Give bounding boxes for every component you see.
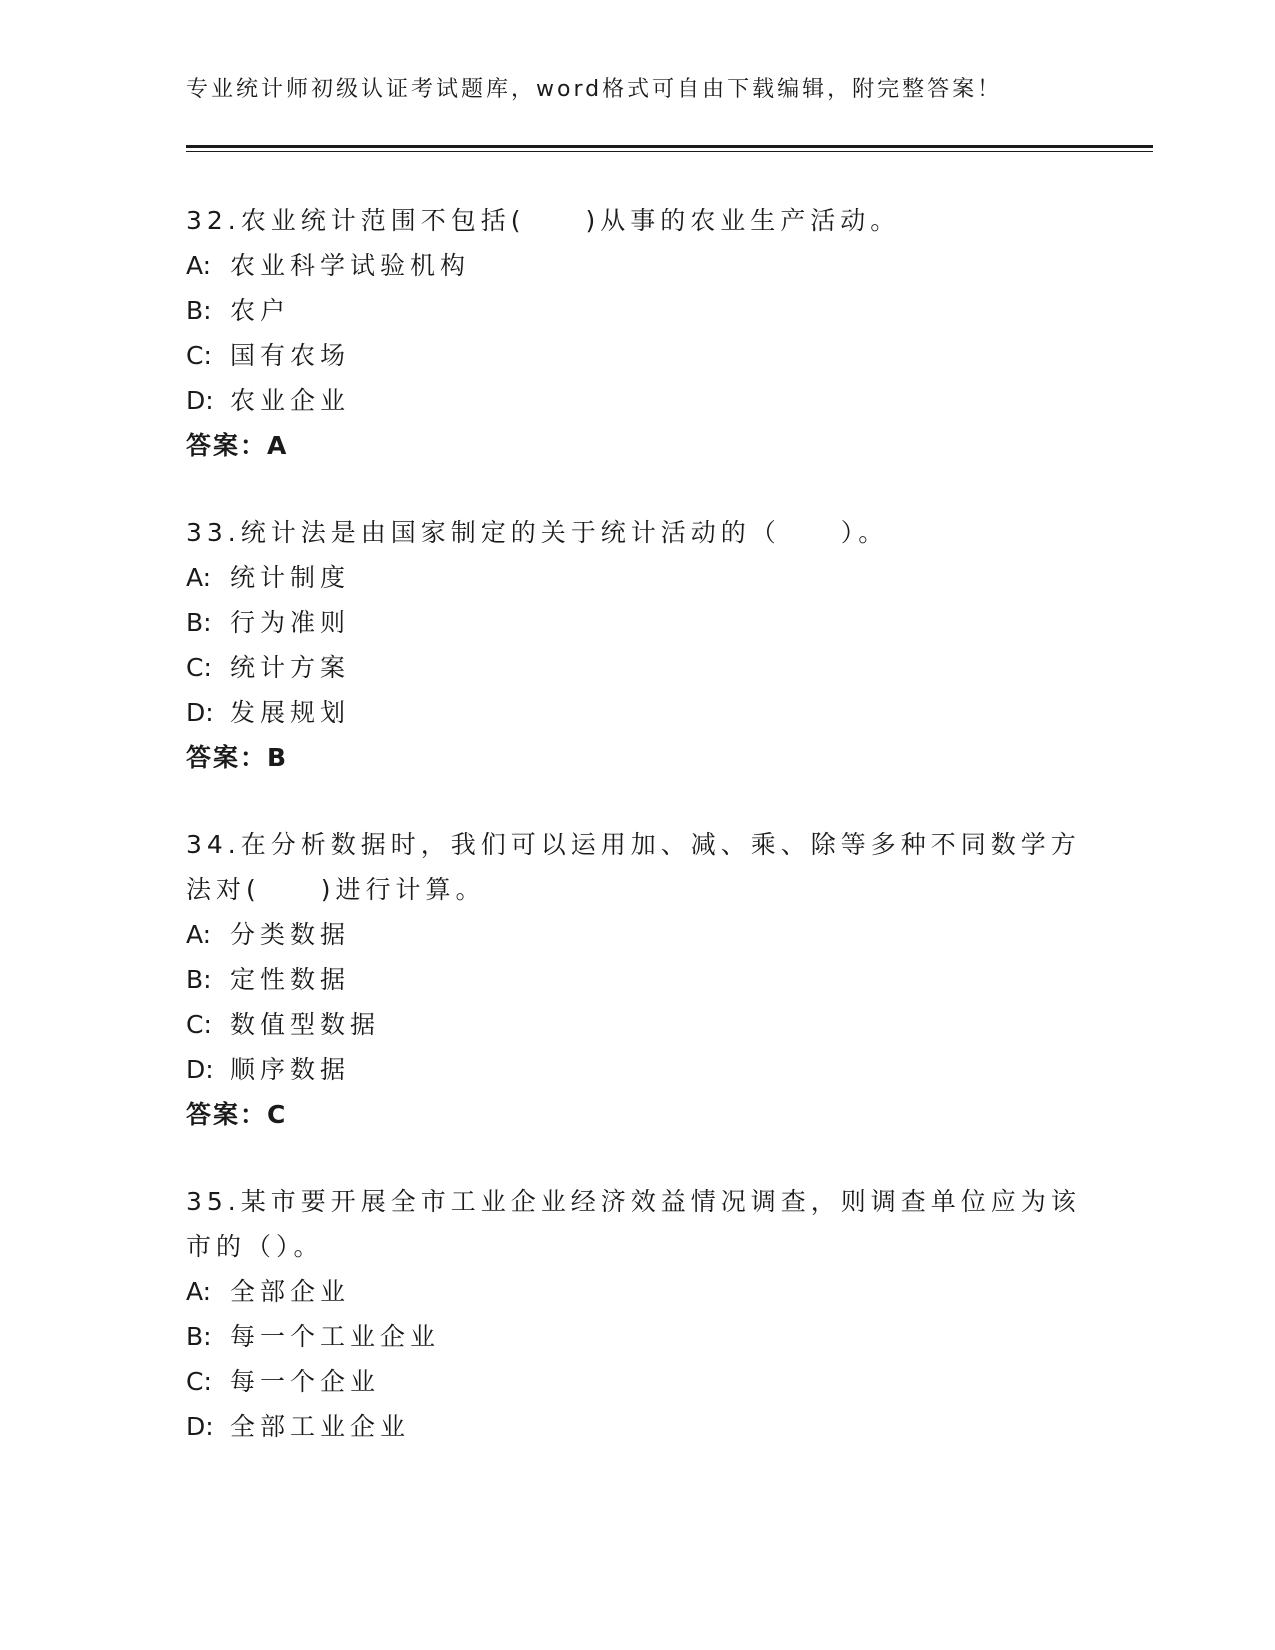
option-key: C: <box>186 653 212 682</box>
option-text: 分类数据 <box>230 920 351 949</box>
option-d <box>186 690 1086 735</box>
option-b <box>186 288 1086 333</box>
question-list <box>186 198 1086 1491</box>
option-key: C: <box>186 341 212 370</box>
option-d <box>186 378 1086 423</box>
option-text: 统计方案 <box>230 653 351 682</box>
option-text: 数值型数据 <box>230 1010 381 1039</box>
option-text: 每一个工业企业 <box>230 1322 441 1351</box>
option-key: D: <box>186 386 214 415</box>
option-a <box>186 555 1086 600</box>
answer-value: A <box>267 431 289 460</box>
question-35 <box>186 1179 1086 1449</box>
option-key: A: <box>186 1277 212 1306</box>
option-text: 农户 <box>230 296 291 325</box>
option-key: A: <box>186 251 212 280</box>
answer-label: 答案： <box>186 431 268 460</box>
option-a <box>186 243 1086 288</box>
option-key: B: <box>186 608 212 637</box>
option-text: 每一个企业 <box>230 1367 381 1396</box>
option-text: 国有农场 <box>230 341 351 370</box>
option-key: C: <box>186 1010 212 1039</box>
option-key: A: <box>186 920 212 949</box>
header-rule-thick <box>186 145 1153 148</box>
answer-line <box>186 1092 1086 1137</box>
option-c <box>186 645 1086 690</box>
option-a <box>186 1269 1086 1314</box>
question-stem: 35.某市要开展全市工业企业经济效益情况调查，则调查单位应为该市的（）。 <box>186 1187 1081 1261</box>
header-rule-thin <box>186 151 1153 152</box>
answer-line <box>186 735 1086 780</box>
option-text: 全部工业企业 <box>230 1412 411 1441</box>
question-stem: 34.在分析数据时，我们可以运用加、减、乘、除等多种不同数学方法对( )进行计算。 <box>186 830 1081 904</box>
option-a <box>186 912 1086 957</box>
option-text: 全部企业 <box>230 1277 351 1306</box>
option-text: 统计制度 <box>230 563 351 592</box>
option-key: D: <box>186 698 214 727</box>
option-text: 发展规划 <box>230 698 351 727</box>
option-key: B: <box>186 296 212 325</box>
option-text: 顺序数据 <box>230 1055 351 1084</box>
option-key: A: <box>186 563 212 592</box>
option-key: B: <box>186 1322 212 1351</box>
option-b <box>186 1314 1086 1359</box>
option-b <box>186 957 1086 1002</box>
answer-label: 答案： <box>186 1100 268 1129</box>
question-32 <box>186 198 1086 468</box>
question-stem: 32.农业统计范围不包括( )从事的农业生产活动。 <box>186 206 901 235</box>
option-text: 定性数据 <box>230 965 351 994</box>
option-text: 农业企业 <box>230 386 351 415</box>
question-34 <box>186 822 1086 1137</box>
question-33 <box>186 510 1086 780</box>
option-key: B: <box>186 965 212 994</box>
option-d <box>186 1404 1086 1449</box>
option-b <box>186 600 1086 645</box>
answer-value: B <box>267 743 289 772</box>
question-stem: 33.统计法是由国家制定的关于统计活动的（ ）。 <box>186 518 889 547</box>
option-key: D: <box>186 1055 214 1084</box>
page-header: 专业统计师初级认证考试题库，word格式可自由下载编辑，附完整答案！ <box>186 77 1003 102</box>
option-text: 农业科学试验机构 <box>230 251 471 280</box>
answer-line <box>186 423 1086 468</box>
option-key: C: <box>186 1367 212 1396</box>
option-key: D: <box>186 1412 214 1441</box>
answer-value: C <box>267 1100 288 1129</box>
answer-label: 答案： <box>186 743 268 772</box>
option-c <box>186 1359 1086 1404</box>
option-d <box>186 1047 1086 1092</box>
option-c <box>186 1002 1086 1047</box>
option-c <box>186 333 1086 378</box>
option-text: 行为准则 <box>230 608 351 637</box>
